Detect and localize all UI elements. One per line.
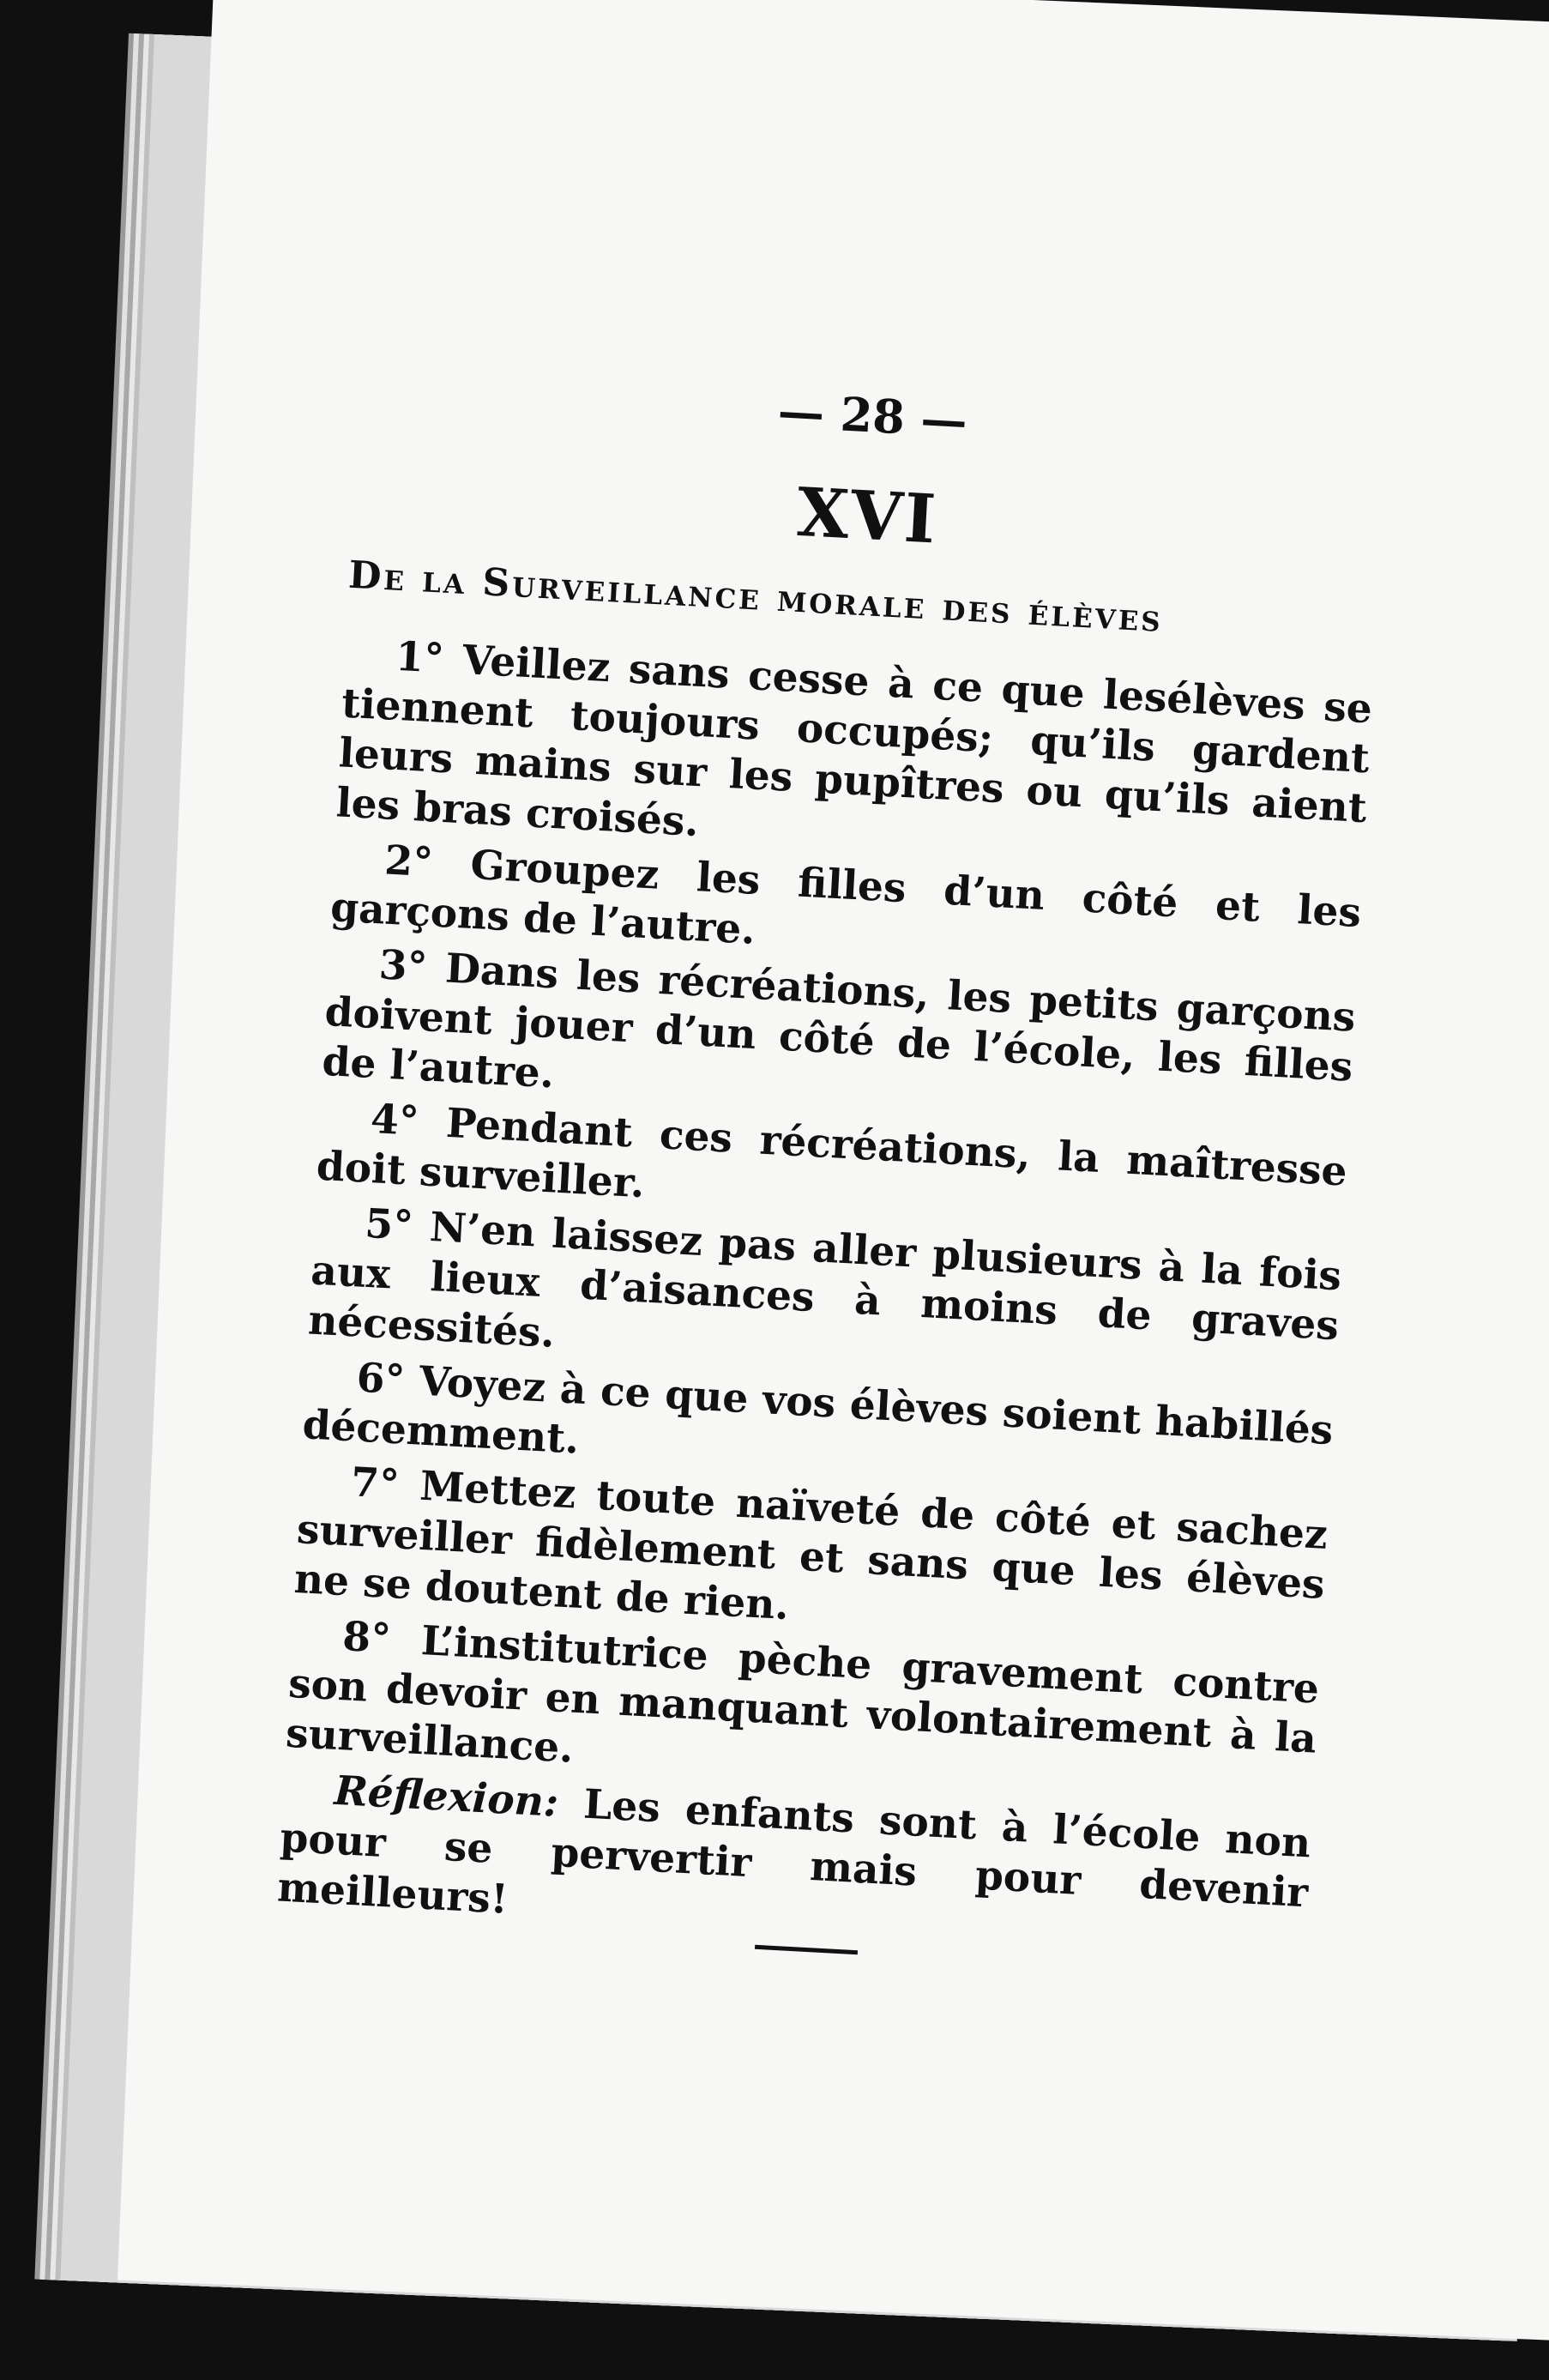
paragraph-1: 1° Veillez sans cesse à ce que lesélèves se tiennent toujours occupés; qu’ils gardent leurs mains sur les pupîtres ou qu’ils aient les bras croisés. (335, 632, 1374, 847)
reflexion-label: Réflexion: (333, 1767, 560, 1827)
paragraph-2: 2° Groupez les filles d’un côté et les garçons de l’autre. (328, 837, 1363, 954)
chapter-numeral: XVI (794, 473, 940, 559)
paragraph-3: 3° Dans les récréations, les petits garçons doivent jouer d’un côté de l’école, les filles de l’autre. (321, 941, 1357, 1098)
paragraph-5: 5° N’en laissez pas aller plusieurs à la fois aux lieux d’aisances à moins de graves nécessités. (306, 1199, 1343, 1357)
page-number: — 28 — (776, 383, 969, 449)
page-content (276, 360, 1389, 1973)
chapter-title: De la Surveillance morale des élèves (347, 553, 1165, 642)
paragraph-7: 7° Mettez toute naïveté de côté et sachez surveiller fidèlement et sans que les élèves ne se doutent de rien. (292, 1459, 1329, 1630)
reflexion-text: Les enfants sont à l’école non pour se pervertir mais pour devenir meilleurs! (276, 1779, 1312, 1924)
paragraph-4: 4° Pendant ces récréations, la maîtresse doit surveiller. (315, 1095, 1349, 1208)
paragraph-8: 8° L’institutrice pèche gravement contre son devoir en manquant volontairement à la surveillance. (284, 1613, 1321, 1773)
paragraph-6: 6° Voyez à ce que vos élèves soient habillés décemment. (301, 1354, 1335, 1464)
